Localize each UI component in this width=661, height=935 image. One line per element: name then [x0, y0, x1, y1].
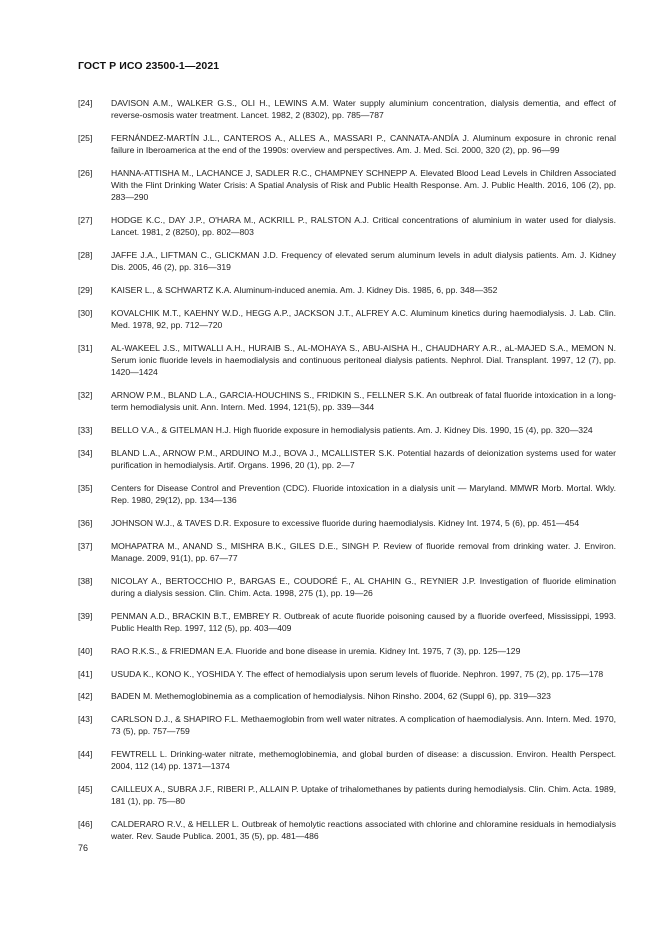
reference-entry	[78, 482, 616, 506]
reference-number: [31]	[78, 343, 93, 353]
reference-entry	[78, 447, 616, 471]
reference-entry	[78, 713, 616, 737]
reference-text: KAISER L., & SCHWARTZ K.A. Aluminum-induced anemia. Am. J. Kidney Dis. 1985, 6, pp. 348—352	[111, 285, 498, 296]
reference-entry	[78, 517, 616, 529]
reference-number: [33]	[78, 425, 93, 436]
reference-number: [44]	[78, 749, 93, 760]
reference-number: [46]	[78, 819, 93, 830]
reference-number: [35]	[78, 483, 93, 493]
reference-text: BLAND L.A., ARNOW P.M., ARDUINO M.J., BOVA J., MCALLISTER S.K. Potential hazards of deionization systems used for water purification in hemodialysis. Artif. Organs. 1996, 20 (1), pp. 2—7	[111, 448, 616, 471]
reference-text: DAVISON A.M., WALKER G.S., OLI H., LEWINS A.M. Water supply aluminium concentration, dialysis dementia, and effect of reverse-osmosis water treatment. Lancet. 1982, 2 (8302), pp. 785—787	[111, 98, 616, 121]
reference-text: Centers for Disease Control and Prevention (CDC). Fluoride intoxication in a dialysis unit — Maryland. MMWR Morb. Mortal. Wkly. Rep. 1980, 29(12), pp. 134—136	[111, 483, 616, 506]
reference-entry	[78, 690, 616, 702]
reference-text: MOHAPATRA M., ANAND S., MISHRA B.K., GILES D.E., SINGH P. Review of fluoride removal from drinking water. J. Environ. Manage. 2009, 91(1), pp. 67—77	[111, 540, 616, 563]
reference-text: FEWTRELL L. Drinking-water nitrate, methemoglobinemia, and global burden of disease: a discussion. Environ. Health Perspect. 2004, 112 (14) pp. 1371—1374	[111, 749, 616, 772]
reference-text: CARLSON D.J., & SHAPIRO F.L. Methaemoglobin from well water nitrates. A complication of haemodialysis. Ann. Intern. Med. 1970, 73 (5), pp. 757—759	[111, 714, 616, 737]
reference-entry	[78, 748, 616, 772]
reference-number: [41]	[78, 668, 93, 679]
reference-number: [42]	[78, 691, 93, 702]
reference-number: [25]	[78, 133, 93, 143]
reference-entry	[78, 540, 616, 564]
reference-text: CAILLEUX A., SUBRA J.F., RIBERI P., ALLAIN P. Uptake of trihalomethanes by patients during hemodialysis. Clin. Chim. Acta. 1989, 181 (1), pp. 75—80	[111, 784, 616, 807]
reference-text: CALDERARO R.V., & HELLER L. Outbreak of hemolytic reactions associated with chlorine and chloramine residuals in hemodialysis water. Rev. Saude Publica. 2001, 35 (5), pp. 481—486	[111, 819, 616, 842]
reference-number: [32]	[78, 390, 93, 401]
reference-number: [28]	[78, 250, 93, 261]
reference-text: BADEN M. Methemoglobinemia as a complication of hemodialysis. Nihon Rinsho. 2004, 62 (Suppl 6), pp. 319—323	[111, 691, 551, 702]
reference-text: HANNA-ATTISHA M., LACHANCE J, SADLER R.C., CHAMPNEY SCHNEPP A. Elevated Blood Lead Levels in Children Associated With the Flint Drinking Water Crisis: A Spatial Analysis of Risk and Public Health Response. Am. J. Public Health. 2016, 106 (2), pp. 283—290	[111, 168, 616, 203]
reference-text: AL-WAKEEL J.S., MITWALLI A.H., HURAIB S., AL-MOHAYA S., ABU-AISHA H., CHAUDHARY A.R., aL-MAJED S.A., MEMON N. Serum ionic fluoride levels in haemodialysis and continuous peritoneal dialysis patients. Nephrol. Dial. Transplant. 1997, 12 (7), pp. 1420—1424	[111, 343, 616, 378]
reference-entry	[78, 645, 616, 657]
document-header: ГОСТ Р ИСО 23500-1—2021	[78, 60, 220, 72]
reference-entry	[78, 284, 616, 296]
reference-text: BELLO V.A., & GITELMAN H.J. High fluoride exposure in hemodialysis patients. Am. J. Kidney Dis. 1990, 15 (4), pp. 320—324	[111, 425, 593, 436]
reference-number: [27]	[78, 215, 93, 226]
reference-text: RAO R.K.S., & FRIEDMAN E.A. Fluoride and bone disease in uremia. Kidney Int. 1975, 7 (3), pp. 125—129	[111, 645, 521, 656]
reference-number: [24]	[78, 98, 93, 108]
reference-entry	[78, 167, 616, 204]
reference-number: [30]	[78, 308, 93, 318]
reference-entry	[78, 818, 616, 842]
reference-entry	[78, 249, 616, 273]
reference-text: NICOLAY A., BERTOCCHIO P., BARGAS E., COUDORÉ F., AL CHAHIN G., REYNIER J.P. Investigation of fluoride elimination during a dialysis session. Clin. Chim. Acta. 1998, 275 (1), pp. 19—26	[111, 575, 616, 598]
reference-entry	[78, 214, 616, 238]
reference-number: [37]	[78, 540, 93, 551]
reference-number: [40]	[78, 645, 93, 656]
reference-number: [38]	[78, 575, 93, 586]
reference-entry	[78, 132, 616, 156]
reference-text: ARNOW P.M., BLAND L.A., GARCIA-HOUCHINS S., FRIDKIN S., FELLNER S.K. An outbreak of fatal fluoride intoxication in a long-term hemodialysis unit. Ann. Intern. Med. 1994, 121(5), pp. 339—344	[111, 390, 616, 413]
reference-entry	[78, 575, 616, 599]
reference-text: USUDA K., KONO K., YOSHIDA Y. The effect of hemodialysis upon serum levels of fluoride. Nephron. 1997, 75 (2), pp. 175—178	[111, 668, 604, 679]
reference-entry	[78, 342, 616, 379]
reference-text: HODGE K.C., DAY J.P., O'HARA M., ACKRILL P., RALSTON A.J. Critical concentrations of aluminium in water used for dialysis. Lancet. 1981, 2 (8250), pp. 802—803	[111, 215, 616, 238]
reference-number: [29]	[78, 285, 93, 296]
reference-entry	[78, 97, 616, 121]
reference-entry	[78, 389, 616, 413]
reference-number: [26]	[78, 168, 93, 178]
reference-text: PENMAN A.D., BRACKIN B.T., EMBREY R. Outbreak of acute fluoride poisoning caused by a fluoride overfeed, Mississippi, 1993. Public Health Rep. 1997, 112 (5), pp. 403—409	[111, 610, 616, 633]
reference-entry	[78, 307, 616, 331]
page-number: 76	[78, 843, 89, 853]
reference-list	[78, 97, 616, 853]
reference-entry	[78, 610, 616, 634]
reference-text: KOVALCHIK M.T., KAEHNY W.D., HEGG A.P., JACKSON J.T., ALFREY A.C. Aluminum kinetics during haemodialysis. J. Lab. Clin. Med. 1978, 92, pp. 712—720	[111, 308, 616, 331]
reference-text: JOHNSON W.J., & TAVES D.R. Exposure to excessive fluoride during haemodialysis. Kidney Int. 1974, 5 (6), pp. 451—454	[111, 518, 580, 528]
reference-number: [39]	[78, 610, 93, 621]
reference-number: [36]	[78, 518, 93, 528]
reference-entry	[78, 783, 616, 807]
reference-entry	[78, 668, 616, 680]
reference-number: [43]	[78, 714, 93, 725]
reference-number: [45]	[78, 784, 93, 795]
reference-text: JAFFE J.A., LIFTMAN C., GLICKMAN J.D. Frequency of elevated serum aluminum levels in adult dialysis patients. Am. J. Kidney Dis. 2005, 46 (2), pp. 316—319	[111, 250, 616, 273]
reference-text: FERNÁNDEZ-MARTÍN J.L., CANTEROS A., ALLES A., MASSARI P., CANNATA-ANDÍA J. Aluminum exposure in chronic renal failure in Iberoamerica at the end of the 1990s: overview and perspectives. Am. J. Med. Sci. 2000, 320 (2), pp. 96—99	[111, 133, 616, 156]
reference-number: [34]	[78, 448, 93, 458]
reference-entry	[78, 424, 616, 436]
